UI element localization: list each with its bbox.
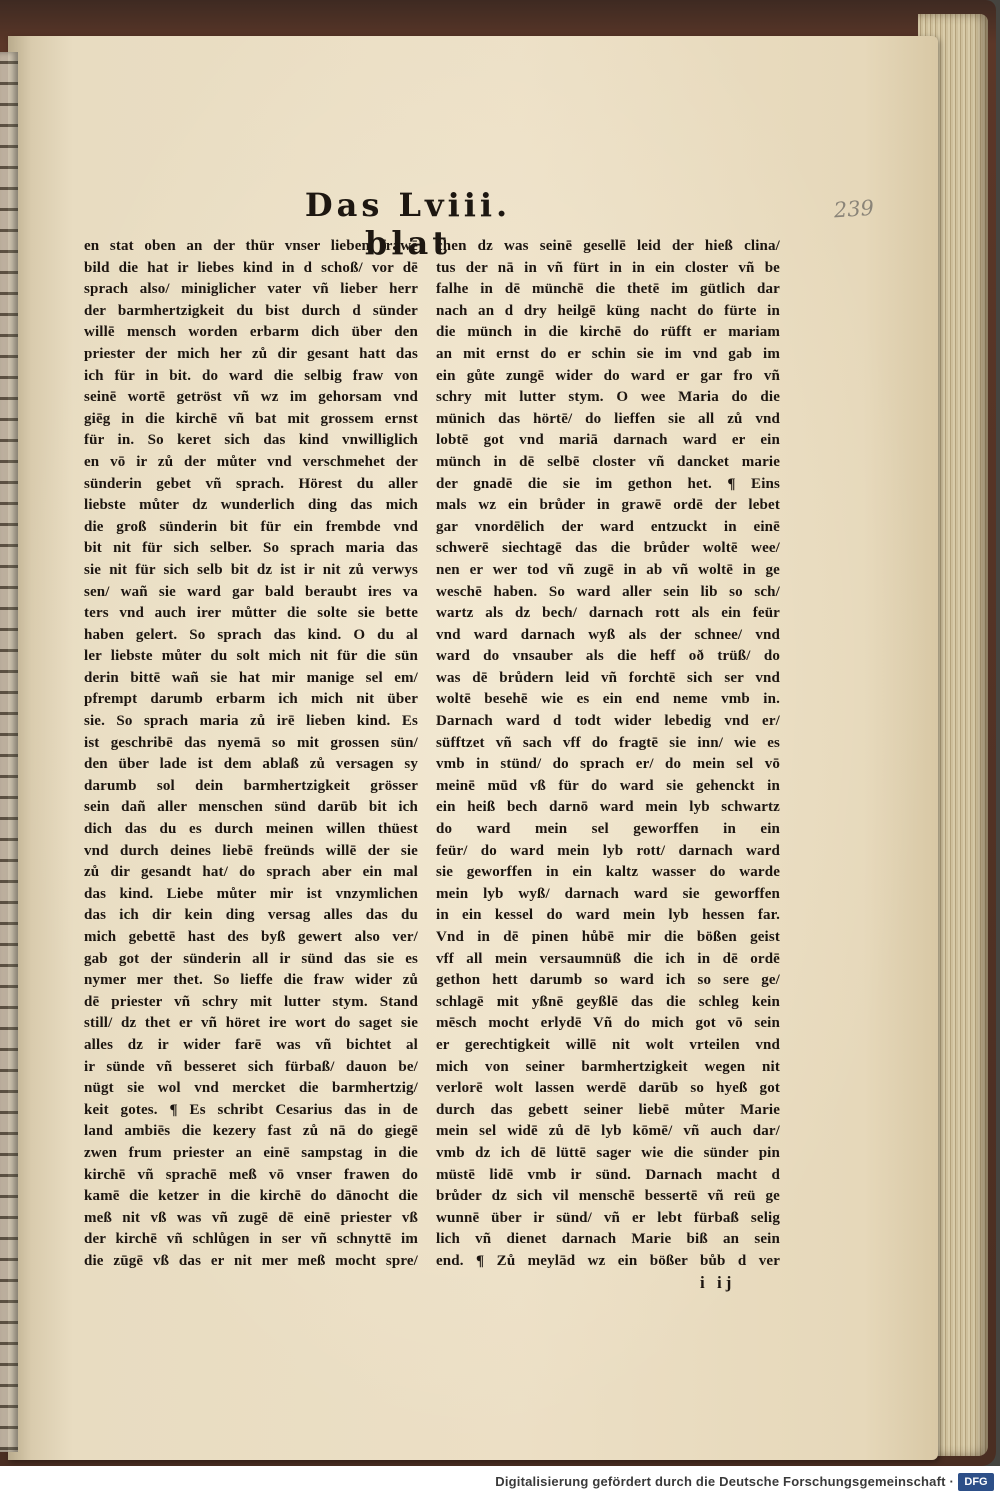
text-line: lobtē got vnd mariā darnach ward er ein [436,432,780,449]
text-line: priester der mich her zů dir gesant hatt das [84,345,418,362]
previous-page-strip [0,52,18,1452]
text-line: end. ¶ Zů meylād wz ein bößer bůb d ver [436,1252,780,1269]
text-line: vff all mein versaumnüß die ich in dē ordē [436,950,780,967]
text-line: zwen frum priester an einē sampstag in die [84,1144,418,1161]
text-line: wunnē über ir sünd/ vñ er lebt fürbaß selig [436,1209,780,1226]
text-line: mich gebettē hast des byß gewert also ver/ [84,929,418,945]
text-line: giēg in die kirchē vñ bat mit grossem ernst [84,410,418,427]
text-line: vmb dz ich dē lüttē sager wie die sünder pin [436,1144,780,1161]
text-line: die groß sünderin bit für ein frembde vnd [84,518,418,535]
text-line: die münch in die kirchē do rüfft er mariam [436,324,780,341]
text-line: gethon hett darumb so ward ich so sere ge/ [436,972,780,989]
text-line: vnd durch deines liebē freünds willē der sie [84,842,418,859]
text-line: das ich dir kein ding versag alles das du [84,907,418,924]
text-line: falhe in dē münchē die thetē im gütlich dar [436,281,780,298]
text-line: der gnadē die sie im gethon het. ¶ Eins [436,475,780,492]
text-line: bit nit für sich selber. So sprach maria das [84,540,418,557]
text-line: wartz als dz bech/ darnach rott als ein feür [436,605,780,622]
text-line: er gerechtigkeit willē nit wolt vrteilen vnd [436,1036,780,1053]
text-line: ters vnd auch irer můtter die solte sie bette [84,605,418,622]
text-line: vmb in stünd/ do sprach er/ do mein sel vō [436,756,780,773]
text-line: ir sünde vñ besseret sich fürbaß/ dauon be/ [84,1058,418,1075]
text-line: ein heiß bech darnō ward mein lyb schwartz [436,799,780,816]
text-line: seinē wortē getröst vñ wz im gehorsam vnd [84,389,418,406]
text-column-right [436,236,780,1273]
running-title: Das Lviii. blat [304,186,512,262]
text-line: gab got der sünderin all ir sünd das sie es [84,950,418,967]
text-line: sünderin gebet vñ sprach. Hörest du aller [84,475,418,492]
text-line: an mit ernst do er schin sie im vnd gab im [436,345,780,362]
text-line: liebste můter dz wunderlich ding das mich [84,497,418,514]
text-line: haben gelert. So sprach das kind. O du al [84,626,418,643]
book-page [8,36,938,1460]
text-line: die zūgē vß das er nit mer meß mocht spre/ [84,1252,418,1269]
text-line: derin bittē wañ sie hat mir manige sel em/ [84,669,418,686]
text-line: den über lade ist dem ablaß zů versagen sy [84,756,418,773]
footer-bar [0,1466,1000,1498]
text-line: schlagē mit yßnē geyßlē das die schleg kein [436,993,780,1010]
text-line: der kirchē vñ schlůgen in ser vñ schnyttē im [84,1231,418,1248]
text-line: pfrempt darumb erbarm ich mich nit über [84,691,418,708]
text-line: sie. So sprach maria zů irē lieben kind. Es [84,713,418,730]
text-line: zů dir gesandt hat/ do sprach aber ein mal [84,864,418,881]
text-line: vnd ward darnach wyß als der schnee/ vnd [436,626,780,643]
dfg-logo: DFG [958,1473,994,1491]
text-line: meinē mūd vß für do ward sie gehenckt in [436,777,780,794]
text-line: verlorē wolt lassen werdē darūb so hyeß got [436,1080,780,1097]
text-line: Vnd in dē pinen hůbē mir die bößen geist [436,929,780,945]
text-line: en stat oben an der thür vnser lieben frawē [84,238,418,254]
text-line: sprach also/ miniglicher vater vñ lieber herr [84,281,418,298]
text-line: Darnach ward d todt wider lebedig vnd er/ [436,713,780,730]
text-line: nen er wer tod vñ zugē in ab vñ woltē in ge [436,561,780,578]
text-line: weschē haben. So ward aller sein lib so sch/ [436,583,780,600]
text-line: münich das hörtē/ do lieffen sie all zů vnd [436,410,780,427]
signature-mark: i ij [700,1273,736,1292]
folio-number: 239 [833,195,875,223]
text-line: keit gotes. ¶ Es schribt Cesarius das in de [84,1101,418,1118]
text-line: dē priester vñ schry mit lutter stym. Stand [84,993,418,1010]
text-line: nymer mer thet. So lieffe die fraw wider zů [84,972,418,989]
text-line: mich von seiner barmhertzigkeit wegen nit [436,1058,780,1075]
text-line: das kind. Liebe můter mir ist vnzymlichen [84,885,418,902]
text-line: sie geworffen in ein kaltz wasser do warde [436,864,780,881]
text-line: sein dañ aller menschen sünd darūb bit ich [84,799,418,816]
text-line: ler liebste můter du solt mich nit für die sün [84,648,418,665]
text-line: ist geschribē das nyemā so mit grossen sün/ [84,734,418,751]
text-line: alles dz ir wider farē was vñ bichtet al [84,1036,418,1053]
text-line: schry mit lutter stym. O wee Maria do die [436,389,780,406]
text-line: darumb sol dein barmhertzigkeit grösser [84,777,418,794]
text-line: für in. So keret sich das kind vnwilliglich [84,432,418,449]
text-line: kirchē vñ sprachē meß vō vnser frawen do [84,1166,418,1183]
text-line: münch in dē selbē closter vñ dancket marie [436,453,780,470]
text-line: do ward mein sel geworffen in ein [436,821,780,838]
text-line: ward do vnsauber als die heff oð trüß/ do [436,648,780,665]
text-line: mein sel widē zů dē lyb kōmē/ vñ auch dar/ [436,1123,780,1140]
text-line: bild die hat ir liebes kind in d schoß/ vor dē [84,259,418,276]
text-line: was dē brůdern leid vñ forchtē sich ser vnd [436,669,780,686]
text-line: nach an d dry heilgē küng nacht do fürte in [436,302,780,319]
text-line: land ambiēs die kezery fast zů nā do giegē [84,1123,418,1140]
text-line: meß nit vß was vñ zugē dē einē priester vß [84,1209,418,1226]
text-line: dich das du es durch meinen willen thüest [84,821,418,838]
text-line: ein gůte zungē wider do ward er gar fro vñ [436,367,780,384]
text-line: nügt sie wol vnd mercket die barmhertzig/ [84,1080,418,1097]
text-line: mein lyb wyß/ darnach ward sie geworffen [436,885,780,902]
text-line: lich vñ dienet darnach Marie biß an sein [436,1231,780,1248]
text-line: woltē besehē wie es ein end neme vmb in. [436,691,780,708]
text-line: tus der nā in vñ fürt in in ein closter vñ be [436,259,780,276]
text-line: mēsch mocht erlydē Vñ do mich got vō sein [436,1015,780,1032]
text-line: kamē die ketzer in die kirchē do dānocht die [84,1188,418,1205]
text-line: feür/ do ward mein lyb rott/ darnach ward [436,842,780,859]
text-line: der barmhertzigkeit du bist durch d sünder [84,302,418,319]
text-line: sie nit für sich selb bit dz ist ir nit zů verwys [84,561,418,578]
text-line: brůder dz sich vil menschē bessertē vñ reü ge [436,1188,780,1205]
footer-credit: Digitalisierung gefördert durch die Deutsche Forschungsgemeinschaft · [495,1474,954,1489]
text-line: still/ dz thet er vñ höret ire wort do saget sie [84,1015,418,1032]
text-line: in ein kessel do ward mein lyb hessen far. [436,907,780,924]
text-line: schwerē siechtagē das die brůder woltē wee/ [436,540,780,557]
text-line: müstē lidē vmb ir sünd. Darnach macht d [436,1166,780,1183]
text-line: willē mensch worden erbarm dich über den [84,324,418,341]
text-line: chen dz was seinē gesellē leid der hieß clina/ [436,238,780,254]
text-column-left [84,236,418,1273]
text-line: durch das gebett seiner liebē můter Marie [436,1101,780,1118]
text-line: ich für in bit. do ward die selbig fraw von [84,367,418,384]
text-line: en vō ir zů der můter vnd verschmehet der [84,453,418,470]
text-line: gar vnordēlich der ward entzuckt in einē [436,518,780,535]
text-line: sen/ wañ sie ward gar bald beraubt ires va [84,583,418,600]
text-line: süfftzet vñ sach vff do fragtē sie inn/ wie es [436,734,780,751]
text-line: mals wz ein brůder in grawē ordē der lebet [436,497,780,514]
